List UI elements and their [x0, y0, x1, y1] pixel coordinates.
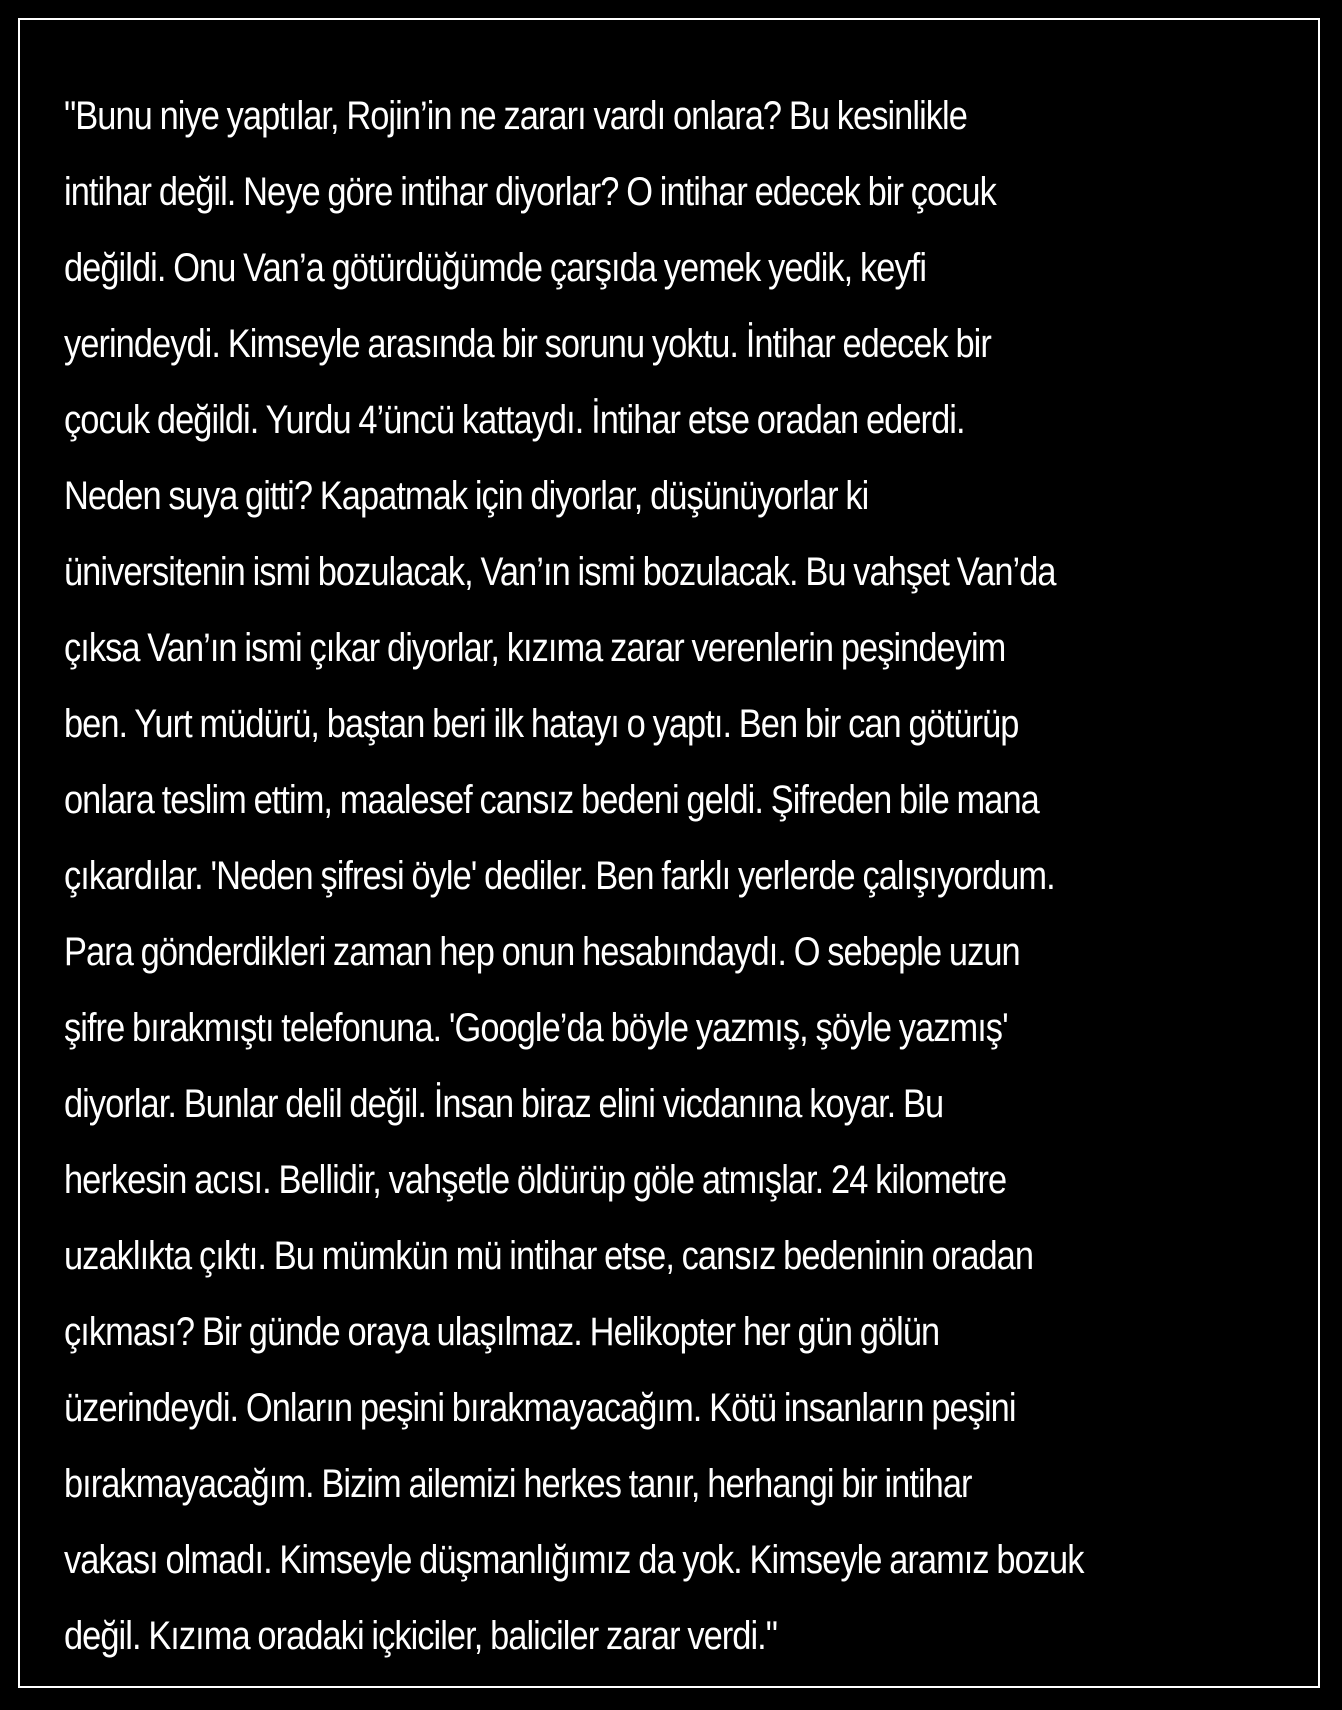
- quote-line: değildi. Onu Van’a götürdüğümde çarşıda yemek yedik, keyfi: [64, 246, 927, 290]
- quote-line: üzerindeydi. Onların peşini bırakmayacağım. Kötü insanların peşini: [64, 1386, 1016, 1430]
- quote-line: vakası olmadı. Kimseyle düşmanlığımız da yok. Kimseyle aramız bozuk: [64, 1538, 1084, 1582]
- quote-line: herkesin acısı. Bellidir, vahşetle öldürüp göle atmışlar. 24 kilometre: [64, 1158, 1007, 1202]
- quote-line: Neden suya gitti? Kapatmak için diyorlar, düşünüyorlar ki: [64, 474, 869, 518]
- quote-line: çıksa Van’ın ismi çıkar diyorlar, kızıma zarar verenlerin peşindeyim: [64, 626, 1006, 670]
- quote-line: şifre bırakmıştı telefonuna. 'Google’da böyle yazmış, şöyle yazmış': [64, 1006, 1008, 1050]
- quote-line: çıkardılar. 'Neden şifresi öyle' dediler. Ben farklı yerlerde çalışıyordum.: [64, 854, 1055, 898]
- quote-line: çıkması? Bir günde oraya ulaşılmaz. Helikopter her gün gölün: [64, 1310, 940, 1354]
- quote-line: yerindeydi. Kimseyle arasında bir sorunu yoktu. İntihar edecek bir: [64, 322, 991, 366]
- quote-line: bırakmayacağım. Bizim ailemizi herkes tanır, herhangi bir intihar: [64, 1462, 972, 1506]
- quote-line: "Bunu niye yaptılar, Rojin’in ne zararı vardı onlara? Bu kesinlikle: [64, 94, 967, 138]
- quote-line: intihar değil. Neye göre intihar diyorlar? O intihar edecek bir çocuk: [64, 170, 996, 214]
- quote-line: uzaklıkta çıktı. Bu mümkün mü intihar etse, cansız bedeninin oradan: [64, 1234, 1034, 1278]
- quote-line: onlara teslim ettim, maalesef cansız bedeni geldi. Şifreden bile mana: [64, 778, 1039, 822]
- quote-line: üniversitenin ismi bozulacak, Van’ın ismi bozulacak. Bu vahşet Van’da: [64, 550, 1056, 594]
- quote-line: çocuk değildi. Yurdu 4’üncü kattaydı. İntihar etse oradan ederdi.: [64, 398, 965, 442]
- quote-line: diyorlar. Bunlar delil değil. İnsan biraz elini vicdanına koyar. Bu: [64, 1082, 944, 1126]
- quote-line: değil. Kızıma oradaki içkiciler, baliciler zarar verdi.": [64, 1614, 778, 1658]
- quote-line: ben. Yurt müdürü, baştan beri ilk hatayı o yaptı. Ben bir can götürüp: [64, 702, 1019, 746]
- quote-text: [64, 78, 1130, 1674]
- quote-line: Para gönderdikleri zaman hep onun hesabındaydı. O sebeple uzun: [64, 930, 1020, 974]
- quote-frame: [18, 18, 1320, 1688]
